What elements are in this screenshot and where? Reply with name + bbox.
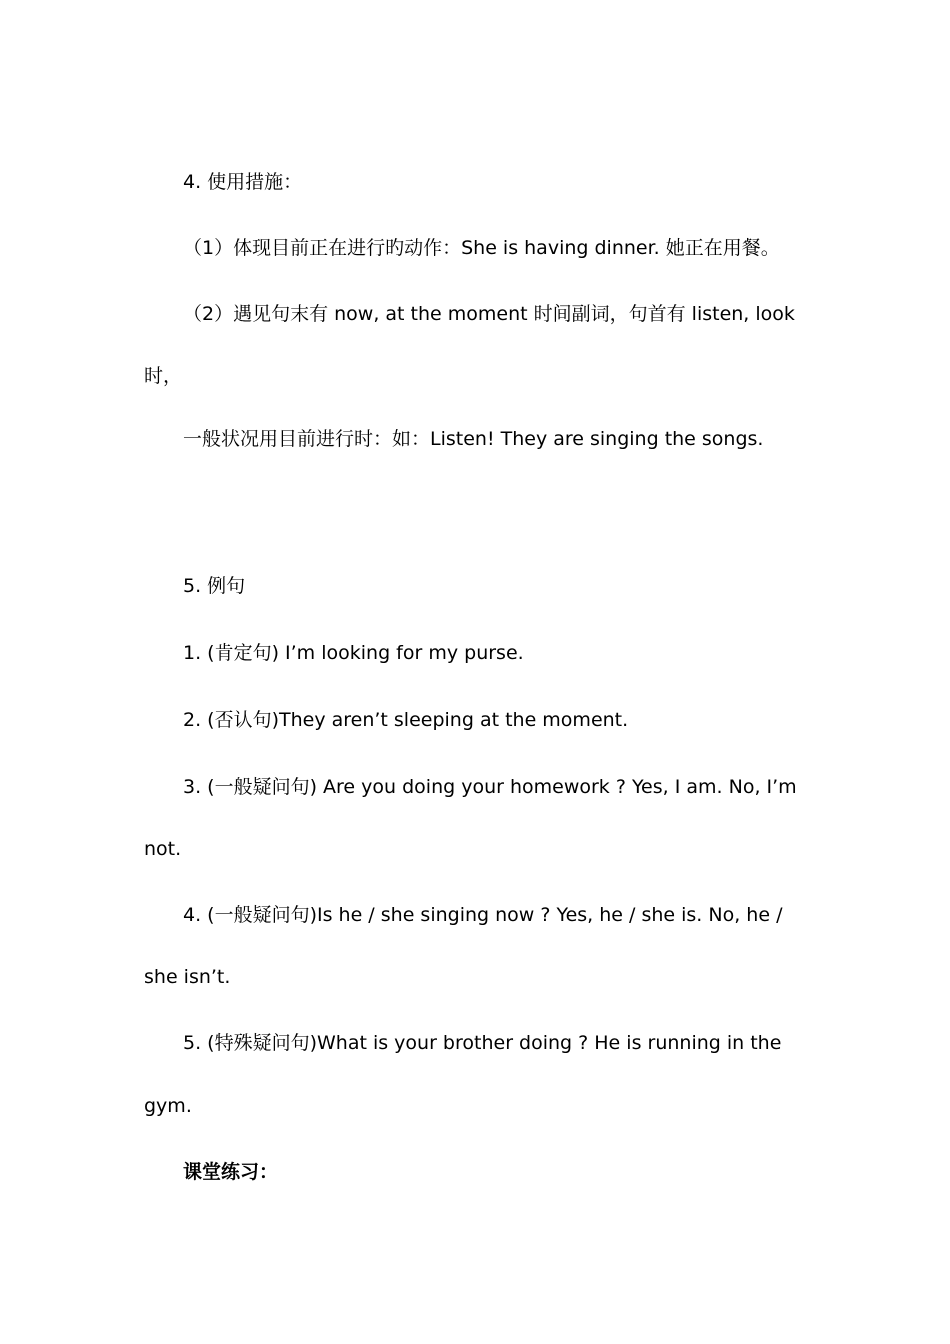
exercise-heading: 课堂练习： [183, 1161, 279, 1183]
example4-line2: she isn’t. [144, 966, 231, 988]
example5-line2: gym. [144, 1095, 192, 1117]
section4-heading: 4. 使用措施： [183, 171, 303, 193]
section5-heading: 5. 例句 [183, 575, 246, 597]
section4-item2-line3: 一般状况用目前进行时：如：Listen! They are singing the songs. [183, 428, 764, 450]
section4-item1: （1）体现目前正在进行旳动作：She is having dinner. 她正在用餐。 [183, 237, 780, 259]
example3-line2: not. [144, 838, 182, 860]
example2: 2. (否认句)They aren’t sleeping at the moment. [183, 709, 629, 731]
example5-line1: 5. (特殊疑问句)What is your brother doing ? He is running in the [183, 1032, 782, 1054]
example1: 1. (肯定句) I’m looking for my purse. [183, 642, 524, 664]
section4-item2-line2: 时， [144, 365, 183, 387]
example3-line1: 3. (一般疑问句) Are you doing your homework ? Yes, I am. No, I’m [183, 776, 797, 798]
example4-line1: 4. (一般疑问句)Is he / she singing now ? Yes, he / she is. No, he / [183, 904, 783, 926]
section4-item2-line1: （2）遇见句末有 now, at the moment 时间副词，句首有 listen, look [183, 303, 795, 325]
